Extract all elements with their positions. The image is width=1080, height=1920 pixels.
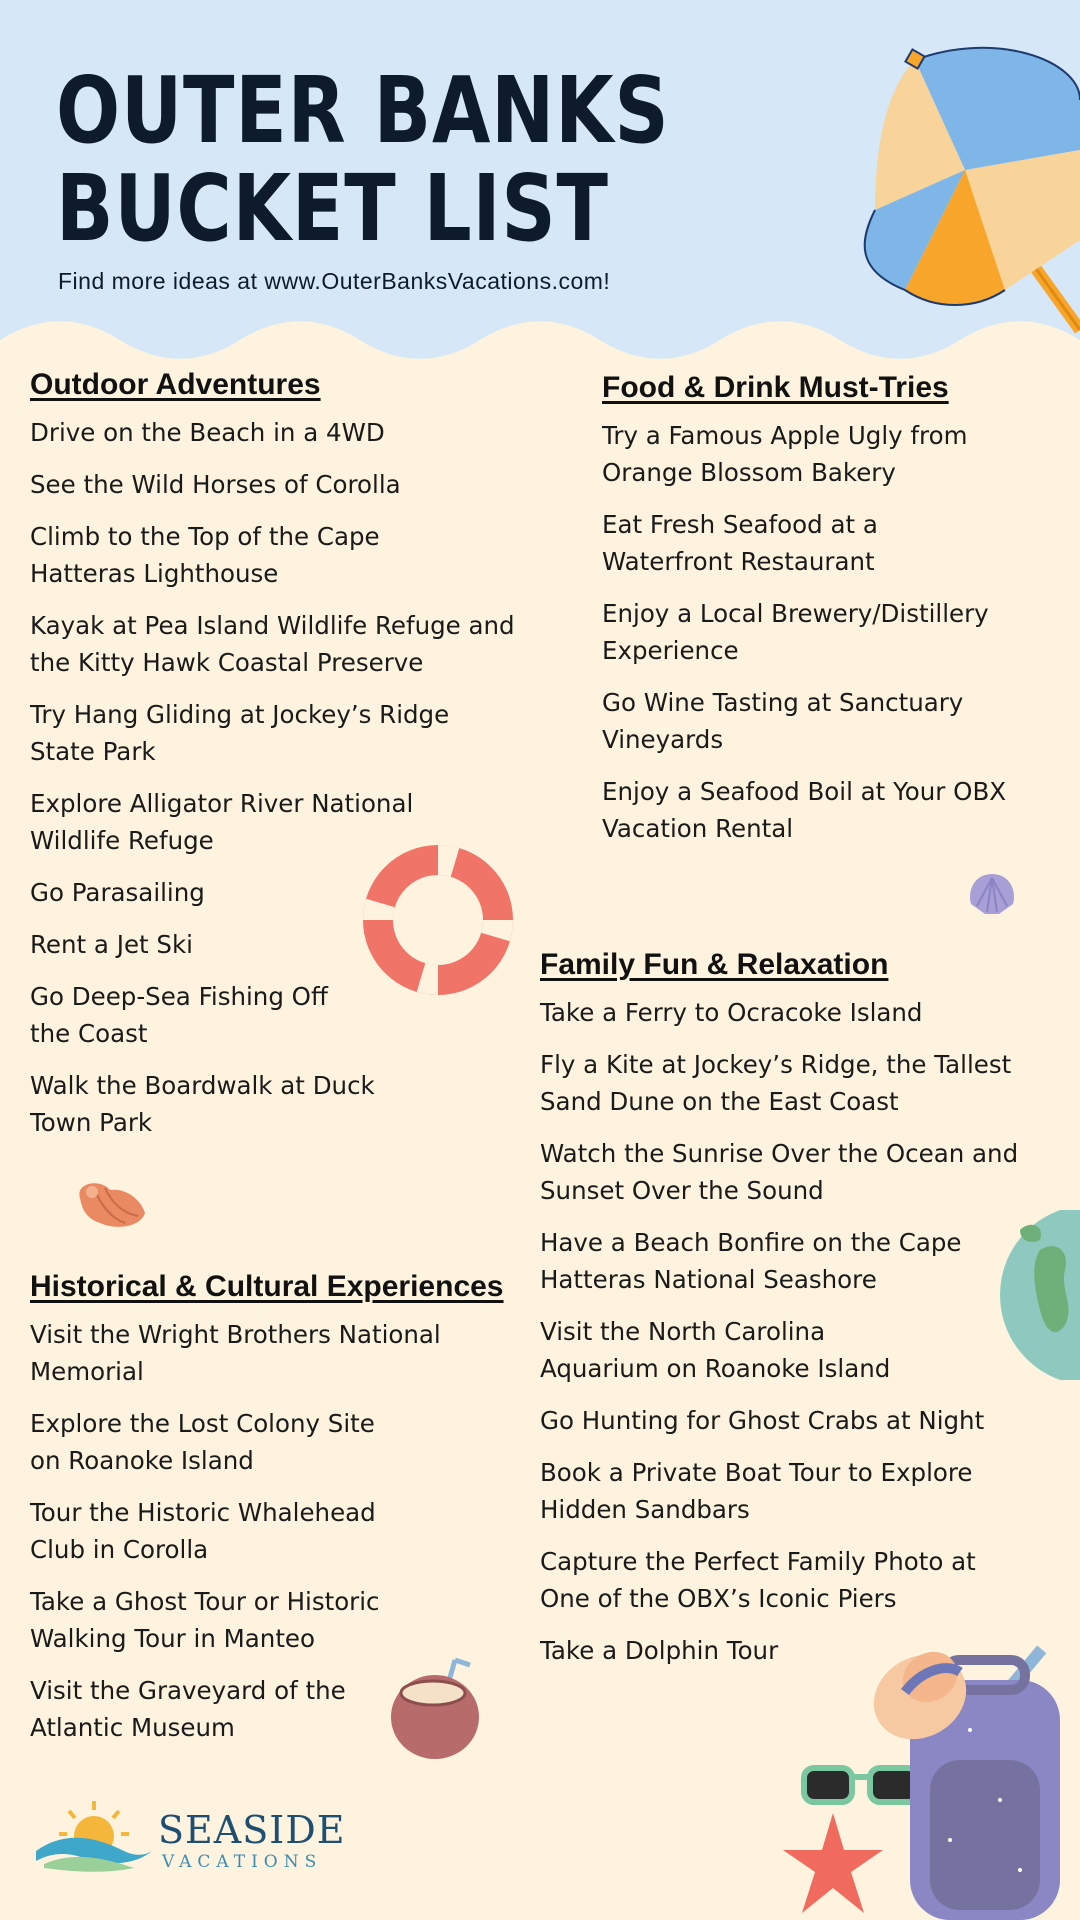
list-item: Book a Private Boat Tour to Explore Hidden Sandbars [540, 1458, 973, 1524]
list-item: Enjoy a Seafood Boil at Your OBX Vacation Rental [602, 777, 1007, 843]
logo-name: SEASIDE [158, 1808, 346, 1852]
list-item: Explore Alligator River National Wildlife Refuge [30, 789, 414, 855]
list-item: Try Hang Gliding at Jockey’s Ridge State Park [30, 700, 450, 766]
list-item: Try a Famous Apple Ugly from Orange Blossom Bakery [602, 421, 968, 487]
list-item: Go Wine Tasting at Sanctuary Vineyards [602, 688, 964, 754]
list-item: Visit the Graveyard of the Atlantic Museum [30, 1676, 346, 1742]
sun-wave-icon [34, 1796, 154, 1876]
title-line-2: BUCKET LIST [56, 155, 609, 262]
coconut-drink-icon [385, 1655, 495, 1765]
list-item: Drive on the Beach in a 4WD [30, 418, 385, 447]
section-heading: Historical & Cultural Experiences [30, 1270, 504, 1303]
page-title [56, 57, 670, 262]
list-item: Visit the Wright Brothers National Memorial [30, 1320, 441, 1386]
list-item: Tour the Historic Whalehead Club in Corolla [30, 1498, 376, 1564]
header-banner [0, 0, 1080, 360]
list-item: Explore the Lost Colony Site on Roanoke Island [30, 1409, 375, 1475]
list-item: Rent a Jet Ski [30, 930, 193, 959]
list-item: Take a Ghost Tour or Historic Walking Tour in Manteo [30, 1587, 380, 1653]
section-outdoor-adventures [30, 368, 520, 1156]
list-item: Walk the Boardwalk at Duck Town Park [30, 1071, 375, 1137]
list-item: See the Wild Horses of Corolla [30, 470, 401, 499]
list-item: Watch the Sunrise Over the Ocean and Sunset Over the Sound [540, 1139, 1019, 1205]
section-food-drink [602, 371, 1062, 862]
sun-hat-icon [870, 1632, 980, 1742]
list-item: Have a Beach Bonfire on the Cape Hatteras National Seashore [540, 1228, 962, 1294]
bucket-list [602, 417, 1062, 847]
list-item: Take a Dolphin Tour [540, 1636, 779, 1665]
conch-shell-icon [70, 1178, 150, 1233]
life-ring-icon [363, 845, 513, 995]
list-item: Climb to the Top of the Cape Hatteras Lighthouse [30, 522, 380, 588]
list-item: Take a Ferry to Ocracoke Island [540, 998, 923, 1027]
bucket-list [30, 414, 520, 1141]
section-heading: Family Fun & Relaxation [540, 948, 889, 981]
subtitle-link-text: Find more ideas at www.OuterBanksVacations.com! [58, 268, 611, 294]
section-heading: Outdoor Adventures [30, 368, 321, 401]
beach-umbrella-icon [815, 40, 1080, 340]
list-item: Eat Fresh Seafood at a Waterfront Restaurant [602, 510, 878, 576]
list-item: Capture the Perfect Family Photo at One of the OBX’s Iconic Piers [540, 1547, 976, 1613]
bucket-list [540, 994, 1060, 1669]
list-item: Fly a Kite at Jockey’s Ridge, the Tallest Sand Dune on the East Coast [540, 1050, 1012, 1116]
logo-tagline: VACATIONS [162, 1852, 323, 1872]
list-item: Go Hunting for Ghost Crabs at Night [540, 1406, 985, 1435]
list-item: Go Parasailing [30, 878, 205, 907]
seashell-icon [965, 870, 1020, 918]
list-item: Visit the North Carolina Aquarium on Roanoke Island [540, 1317, 891, 1383]
title-line-1: OUTER BANKS [56, 57, 670, 164]
list-item: Go Deep-Sea Fishing Off the Coast [30, 982, 328, 1048]
section-heading: Food & Drink Must-Tries [602, 371, 949, 404]
globe-icon [1000, 1210, 1080, 1380]
sand-wave-divider [0, 310, 1080, 370]
seaside-vacations-logo [34, 1796, 346, 1876]
starfish-icon [778, 1808, 888, 1920]
section-family-fun [540, 948, 1060, 1684]
list-item: Kayak at Pea Island Wildlife Refuge and the Kitty Hawk Coastal Preserve [30, 611, 515, 677]
list-item: Enjoy a Local Brewery/Distillery Experience [602, 599, 989, 665]
